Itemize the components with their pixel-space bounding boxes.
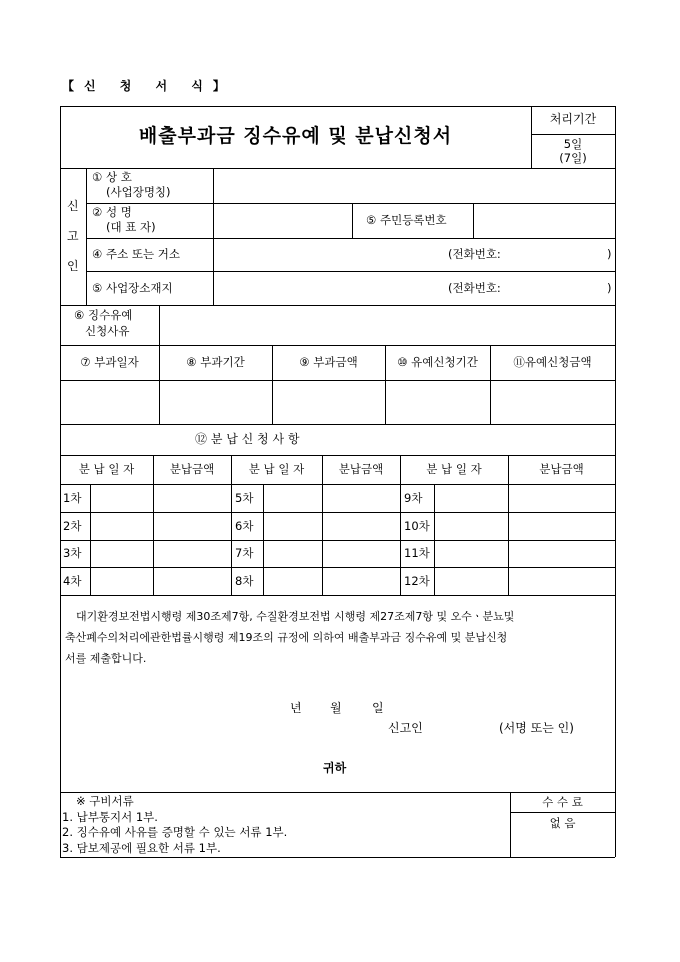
applicant-side-label-1: 신 bbox=[67, 199, 79, 213]
applicant-side-label-3: 인 bbox=[67, 259, 79, 273]
site-location-field[interactable] bbox=[214, 272, 614, 304]
installment-col-date-1: 분 납 일 자 bbox=[78, 462, 135, 476]
levy-header-amount: ⑨ 부과금액 bbox=[299, 355, 358, 369]
installment-row-label: 8차 bbox=[235, 574, 254, 588]
fee-value: 없 음 bbox=[549, 816, 576, 830]
site-location-label: ⑤ 사업장소재지 bbox=[92, 281, 173, 295]
installment-date-cell[interactable] bbox=[435, 568, 507, 594]
site-phone-label: (전화번호: bbox=[448, 281, 501, 295]
installment-row-label: 7차 bbox=[235, 546, 254, 560]
required-document-item: 3. 담보제공에 필요한 서류 1부. bbox=[62, 841, 221, 855]
statement-line-1: 대기환경보전법시행령 제30조제7항, 수질환경보전법 시행령 제27조제7항 및 오수ㆍ분뇨및 bbox=[76, 610, 515, 623]
deferral-amount-field[interactable] bbox=[491, 381, 614, 423]
installment-amount-cell[interactable] bbox=[509, 541, 614, 566]
form-title: 배출부과금 징수유예 및 분납신청서 bbox=[138, 125, 453, 147]
installment-amount-cell[interactable] bbox=[323, 541, 399, 566]
installment-col-amount-1: 분납금액 bbox=[169, 462, 215, 476]
processing-period-value: 5일 bbox=[563, 137, 583, 151]
required-document-item: 1. 납부통지서 1부. bbox=[62, 810, 158, 824]
signer-label: 신고인 bbox=[388, 721, 423, 735]
levy-date-field[interactable] bbox=[61, 381, 158, 423]
site-phone-close: ) bbox=[607, 281, 612, 295]
installment-date-cell[interactable] bbox=[435, 513, 507, 539]
statement-line-2: 축산폐수의처리에관한법률시행령 제19조의 규정에 의하여 배출부과금 징수유예 및 분납신청 bbox=[65, 631, 508, 644]
installment-row-label: 1차 bbox=[63, 491, 82, 505]
installment-amount-cell[interactable] bbox=[323, 513, 399, 539]
installment-date-cell[interactable] bbox=[264, 485, 321, 511]
signature-label: (서명 또는 인) bbox=[499, 721, 574, 735]
fee-label: 수 수 료 bbox=[542, 795, 583, 809]
installment-amount-cell[interactable] bbox=[154, 568, 230, 594]
applicant-side-label-2: 고 bbox=[67, 229, 79, 243]
installment-date-cell[interactable] bbox=[264, 513, 321, 539]
installment-amount-cell[interactable] bbox=[323, 485, 399, 511]
installment-col-date-2: 분 납 일 자 bbox=[248, 462, 305, 476]
levy-header-period: ⑧ 부과기간 bbox=[186, 355, 245, 369]
installment-row-label: 5차 bbox=[235, 491, 254, 505]
levy-header-deferral-period: ⑩ 유예신청기간 bbox=[397, 355, 478, 369]
installment-title: ⑫ 분 납 신 청 사 항 bbox=[195, 432, 300, 446]
installment-amount-cell[interactable] bbox=[509, 485, 614, 511]
installment-row-label: 12차 bbox=[404, 574, 430, 588]
addressee-label: 귀하 bbox=[323, 761, 347, 775]
installment-date-cell[interactable] bbox=[91, 485, 152, 511]
installment-row-label: 2차 bbox=[63, 519, 82, 533]
address-phone-label: (전화번호: bbox=[448, 247, 501, 261]
name-label: ② 성 명 bbox=[92, 205, 132, 219]
reason-field[interactable] bbox=[160, 306, 614, 344]
trade-name-field[interactable] bbox=[214, 169, 614, 202]
installment-amount-cell[interactable] bbox=[154, 485, 230, 511]
installment-amount-cell[interactable] bbox=[509, 513, 614, 539]
required-document-item: 2. 징수유예 사유를 증명할 수 있는 서류 1부. bbox=[62, 825, 288, 839]
levy-amount-field[interactable] bbox=[273, 381, 384, 423]
form-heading: 【신 청 서 식】 bbox=[62, 79, 235, 93]
levy-header-deferral-amount: ⑪유예신청금액 bbox=[513, 355, 592, 369]
date-day-label: 일 bbox=[372, 701, 384, 715]
installment-date-cell[interactable] bbox=[435, 541, 507, 566]
installment-row-label: 11차 bbox=[404, 546, 430, 560]
required-documents-header: ※ 구비서류 bbox=[76, 794, 134, 808]
trade-name-sub: (사업장명칭) bbox=[106, 185, 171, 199]
installment-date-cell[interactable] bbox=[91, 541, 152, 566]
resident-number-label: ⑤ 주민등록번호 bbox=[366, 213, 447, 227]
installment-row-label: 10차 bbox=[404, 519, 430, 533]
installment-amount-cell[interactable] bbox=[154, 541, 230, 566]
resident-number-field[interactable] bbox=[474, 204, 614, 237]
signer-name-field[interactable] bbox=[430, 718, 500, 738]
installment-date-cell[interactable] bbox=[264, 541, 321, 566]
installment-date-cell[interactable] bbox=[91, 568, 152, 594]
name-sub: (대 표 자) bbox=[106, 220, 156, 234]
installment-row-label: 6차 bbox=[235, 519, 254, 533]
levy-period-field[interactable] bbox=[160, 381, 271, 423]
installment-amount-cell[interactable] bbox=[509, 568, 614, 594]
processing-period-paren: (7일) bbox=[559, 151, 587, 165]
processing-period-label: 처리기간 bbox=[549, 112, 597, 126]
date-year-label: 년 bbox=[290, 701, 302, 715]
deferral-period-field[interactable] bbox=[386, 381, 489, 423]
address-label: ④ 주소 또는 거소 bbox=[92, 247, 180, 261]
installment-date-cell[interactable] bbox=[435, 485, 507, 511]
name-field[interactable] bbox=[214, 204, 351, 237]
address-phone-close: ) bbox=[607, 247, 612, 261]
installment-row-label: 3차 bbox=[63, 546, 82, 560]
statement-line-3: 서를 제출합니다. bbox=[65, 652, 147, 665]
date-month-label: 월 bbox=[330, 701, 342, 715]
levy-header-date: ⑦ 부과일자 bbox=[80, 355, 139, 369]
trade-name-label: ① 상 호 bbox=[92, 170, 132, 184]
installment-row-label: 4차 bbox=[63, 574, 82, 588]
installment-col-amount-3: 분납금액 bbox=[539, 462, 584, 476]
address-field[interactable] bbox=[214, 239, 614, 270]
reason-label-line2: 신청사유 bbox=[85, 324, 130, 338]
installment-col-amount-2: 분납금액 bbox=[338, 462, 384, 476]
installment-amount-cell[interactable] bbox=[154, 513, 230, 539]
installment-date-cell[interactable] bbox=[264, 568, 321, 594]
installment-row-label: 9차 bbox=[404, 491, 423, 505]
installment-date-cell[interactable] bbox=[91, 513, 152, 539]
reason-label-line1: ⑥ 징수유예 bbox=[74, 308, 133, 322]
installment-amount-cell[interactable] bbox=[323, 568, 399, 594]
installment-col-date-3: 분 납 일 자 bbox=[426, 462, 482, 476]
